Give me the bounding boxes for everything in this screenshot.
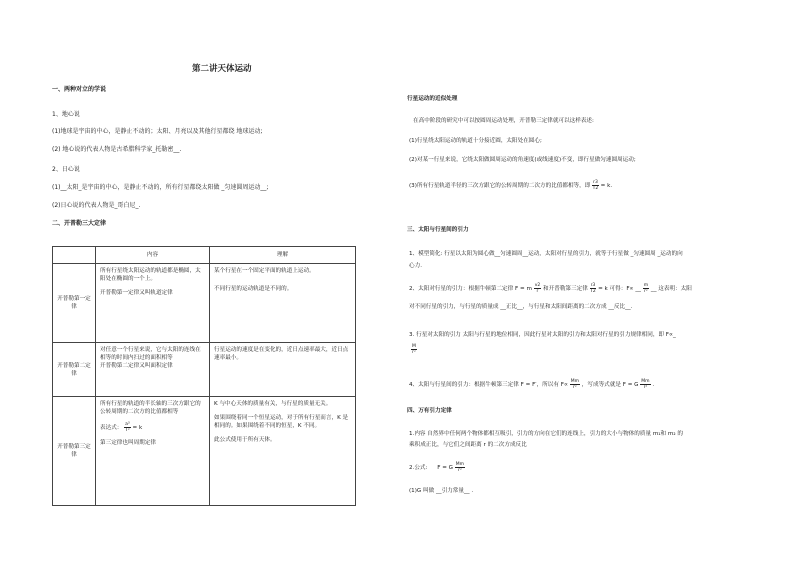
approx-point-1: (1)行星绕太阳运动的轨道十分接近圆，太阳处在圆心;	[409, 138, 542, 144]
section-heading-1: 一、两种对立的学说	[52, 86, 107, 93]
section-heading-approx: 行星运动的近似处理	[407, 96, 458, 102]
fraction-numerator: Mm	[641, 379, 650, 384]
heliocentric-label: 2、日心说	[52, 166, 80, 173]
cell-text: 开普勒第一定律又叫轨道定律	[100, 290, 173, 296]
formula-fraction	[590, 283, 597, 294]
text: F = G	[437, 465, 453, 471]
fraction-numerator: r3	[590, 283, 596, 288]
law-content-cell	[96, 264, 210, 343]
fraction-denominator: T2	[592, 186, 599, 191]
heliocentric-point-2: (2)日心说的代表人物是_哥白尼_.	[52, 202, 141, 209]
universal-law-content: 1.内容 自然界中任何两个物体都相互吸引，引力的方向在它们的连线上，引力的大小与物体的质量 m₁和 m₂ 的	[409, 431, 683, 437]
text: ，写成等式就是 F = G	[581, 382, 639, 388]
approx-point-3	[409, 180, 612, 191]
fraction-denominator: r²	[573, 385, 577, 390]
approx-point-2: (2)对某一行星来说，它绕太阳做圆周运动的角速度(或线速度)不变，即行星做匀速圆周运动;	[409, 157, 636, 163]
page-title: 第二讲天体运动	[192, 64, 252, 74]
cell-text: 某个行星在一个固定平面的轨道上运动。	[214, 268, 315, 274]
fraction-denominator: r²	[644, 289, 648, 294]
table-row	[53, 343, 356, 397]
fraction-numerator: r3	[593, 180, 598, 185]
universal-law-formula	[409, 462, 465, 473]
formula-fraction	[411, 344, 417, 355]
fraction-denominator: r²	[458, 468, 462, 473]
text: .	[652, 382, 655, 388]
law-understanding-cell	[210, 343, 356, 397]
formula-line	[100, 422, 205, 433]
formula-fraction	[455, 462, 465, 473]
cell-text: 开普勒第二定律又叫面积定律	[100, 363, 173, 369]
gravity-point-4	[409, 379, 654, 390]
kepler-formula-fraction	[124, 422, 131, 433]
law-name-cell: 开普勒第一定律	[53, 264, 96, 343]
fraction-numerator: m	[643, 283, 649, 288]
gravity-point-1-cont: 心力.	[409, 263, 422, 269]
section-heading-3: 三、太阳与行星间的引力	[407, 227, 469, 233]
gravity-point-2-cont: 对不同行星的引力，与行星的质量成 __正比__，与行星和太阳间距离的二次方成 __反比__.	[409, 304, 633, 310]
gravity-point-3: 3. 行星对太阳的引力 太阳与行星的地位相同，因此行星对太阳的引力和太阳对行星的引力规律相同，即 F∝_	[409, 332, 676, 338]
law-content-cell	[96, 343, 210, 397]
table-header-cell: 理解	[210, 247, 356, 264]
text: = k 可得：F∝ __	[598, 286, 641, 292]
fraction-denominator: T²	[125, 428, 130, 433]
text: 4、太阳与行星间的引力：根据牛顿第三定律 F = F′，所以有 F∝	[409, 382, 568, 388]
kepler-laws-table	[52, 246, 356, 506]
cell-text: 所有行星的轨道的半长轴的三次方跟它的公转周期的二次方的比值都相等	[100, 401, 201, 415]
section-heading-4: 四、万有引力定律	[407, 408, 452, 414]
fraction-numerator: v2	[534, 283, 541, 288]
formula-fraction	[534, 283, 542, 294]
law-name-cell: 开普勒第三定律	[53, 397, 96, 506]
universal-law-content-cont: 乘积成正比，与它们之间距离 r 的二次方成反比	[409, 442, 527, 448]
section-heading-2: 二、开普勒三大定律	[52, 220, 107, 227]
gravity-point-1: 1、模型简化: 行星以太阳为圆心做__匀速圆周__运动，太阳对行星的引力，就等于行星做 _匀速圆周 _运动的向	[409, 251, 683, 257]
cell-text: K 与中心天体的质量有关，与行星的质量无关。	[214, 401, 332, 407]
table-header-cell: 内容	[96, 247, 210, 264]
fraction-numerator: a³	[125, 422, 130, 427]
cell-text: 不同行星的运动轨道是不同的。	[214, 286, 293, 292]
text: (3)所有行星轨道半径的三次方跟它的公转周期的二次方的比值都相等，即	[409, 183, 591, 189]
approx-intro: 在高中阶段的研究中可以按圆周运动处理，开普勒三定律就可以这样表述:	[413, 118, 594, 124]
fraction-numerator: Mm	[455, 462, 465, 467]
gravitational-constant-note: (1)G 叫做 __引力常量__ .	[409, 488, 474, 494]
table-header-row	[53, 247, 356, 264]
gravity-point-2	[409, 283, 692, 294]
fraction-denominator: T2	[590, 289, 596, 294]
fraction-denominator: r²	[412, 350, 416, 355]
cell-text: = k	[132, 425, 143, 431]
fraction-numerator: M	[412, 344, 416, 349]
fraction-denominator: r²	[643, 385, 648, 390]
text: 和开普勒第三定律	[543, 286, 588, 292]
gravity-point-3-formula	[411, 344, 417, 355]
heliocentric-point-1: (1)__太阳_是宇宙的中心，是静止不动的，所有行星都绕太阳做 _匀速圆周运动__;	[52, 184, 269, 191]
geocentric-point-1: (1)地球是宇宙的中心，是静止不动的；太阳、月亮以及其他行星都绕 地球运动;	[52, 128, 263, 135]
table-row	[53, 397, 356, 506]
cell-text: 所有行星绕太阳运动的轨道都是椭圆，太阳处在椭圆的一个上。	[100, 268, 201, 282]
cell-text: 如果围绕着同一个恒星运动，对于所有行星而言，K 是相同的。如果围绕着不同的恒星，K 不同。	[214, 415, 349, 429]
cell-text: 行星运动的速度是在变化的，近日点速率最大，近日点速率最小。	[214, 347, 349, 361]
fraction-denominator: r	[536, 289, 539, 294]
formula-fraction	[640, 379, 650, 390]
text: 2、太阳对行星的引力：根据牛顿第二定律 F = m	[409, 286, 532, 292]
table-row	[53, 264, 356, 343]
law-name-cell: 开普勒第二定律	[53, 343, 96, 397]
formula-fraction	[592, 180, 599, 191]
formula-fraction	[570, 379, 580, 390]
cell-text: 此公式使用于所有天体。	[214, 437, 276, 443]
formula-fraction	[643, 283, 649, 294]
law-content-cell	[96, 397, 210, 506]
fraction-numerator: Mm	[570, 379, 579, 384]
text: = k.	[600, 183, 613, 189]
geocentric-label: 1、地心说	[52, 111, 80, 118]
geocentric-point-2: (2) 地心说的代表人物是古希腊科学家_托勒密__.	[52, 146, 182, 153]
text: __ 这表明：太阳	[650, 286, 692, 292]
cell-text: 对任意一个行星来说，它与太阳的连线在相等的时间内扫过的面积相等	[100, 347, 201, 361]
table-header-cell	[53, 247, 96, 264]
cell-text: 表达式：	[100, 425, 123, 431]
cell-text: 第三定律也叫周期定律	[100, 440, 156, 446]
law-understanding-cell	[210, 264, 356, 343]
text: 2.公式:	[409, 465, 428, 471]
law-understanding-cell	[210, 397, 356, 506]
